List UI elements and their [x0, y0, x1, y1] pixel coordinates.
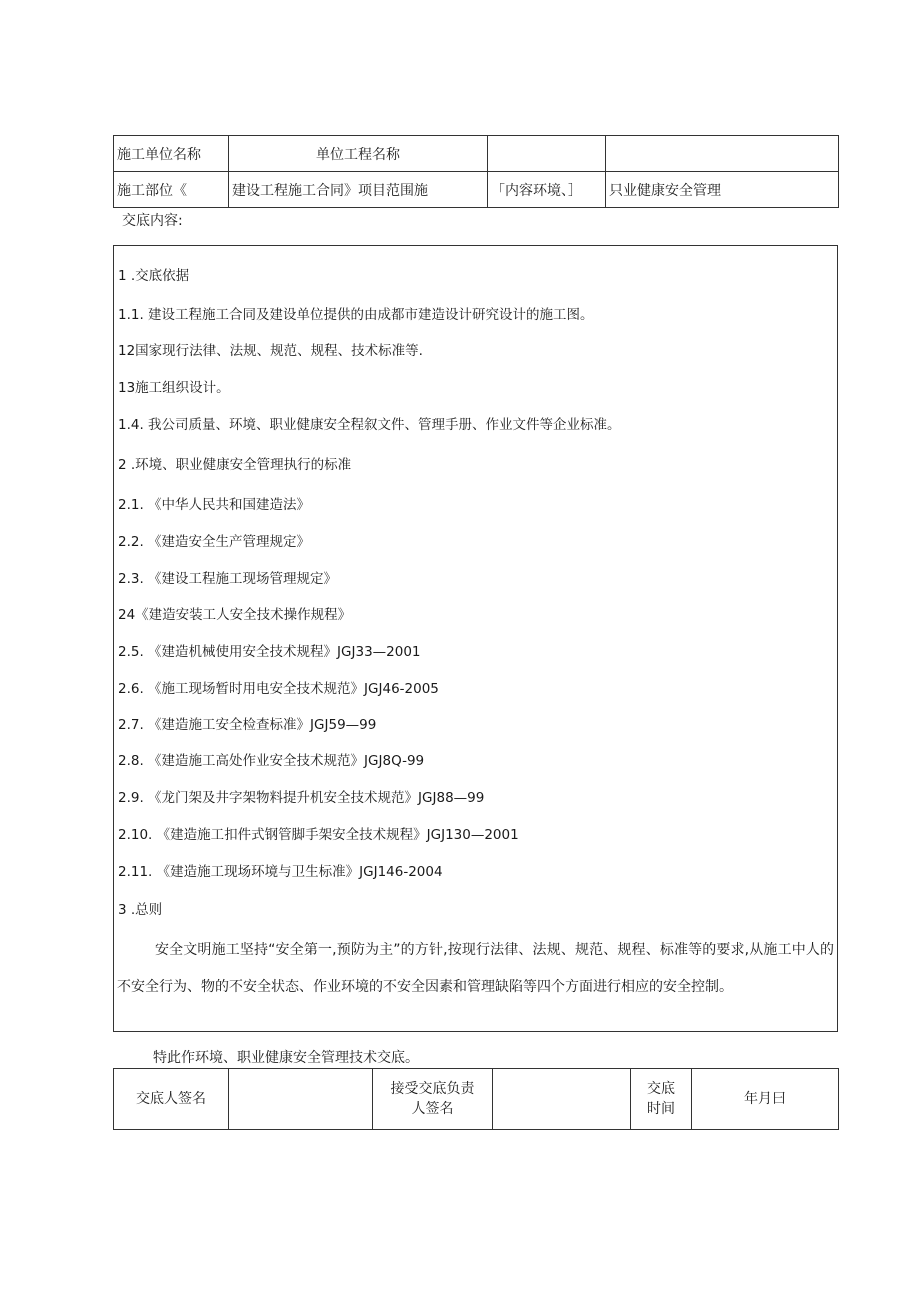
unit-name-label: 施工单位名称	[114, 136, 229, 172]
item-2-9: 2.9. 《龙门架及井字架物料提升机安全技术规范》JGJ88—99	[118, 790, 485, 806]
item-1-4: 1.4. 我公司质量、环境、职业健康安全程叙文件、管理手册、作业文件等企业标准。	[118, 417, 621, 433]
item-2-8: 2.8. 《建造施工高处作业安全技术规范》JGJ8Q-99	[118, 753, 425, 769]
item-2: 2 .环境、职业健康安全管理执行的标准	[118, 457, 352, 473]
item-2-4: 24《建造安装工人安全技术操作规程》	[118, 607, 352, 623]
item-2-6: 2.6. 《施工现场暂时用电安全技术规范》JGJ46-2005	[118, 681, 439, 697]
item-2-2: 2.2. 《建造安全生产管理规定》	[118, 534, 311, 550]
item-2-10: 2.10. 《建造施工扣件式钢管脚手架安全技术规程》JGJ130—2001	[118, 827, 519, 843]
date-field[interactable]: 年月曰	[692, 1069, 839, 1130]
content-env-label: 「内容环境、］	[488, 172, 606, 208]
receiver-signature-field[interactable]	[493, 1069, 631, 1130]
position-value: 建设工程施工合同》项目范围施	[229, 172, 488, 208]
header-table	[113, 135, 839, 208]
item-3: 3 .总则	[118, 902, 163, 918]
signature-table	[113, 1068, 839, 1130]
signature-row	[114, 1069, 839, 1130]
content-env-value: 只业健康安全管理	[606, 172, 839, 208]
project-name-value	[606, 136, 839, 172]
item-1-3: 13施工组织设计。	[118, 380, 230, 396]
item-2-1: 2.1. 《中华人民共和国建造法》	[118, 497, 311, 513]
time-label: 交底时间	[631, 1069, 692, 1130]
closing-statement: 特此作环境、职业健康安全管理技术交底。	[153, 1050, 419, 1066]
discloser-label: 交底人签名	[114, 1069, 229, 1130]
discloser-signature-field[interactable]	[229, 1069, 373, 1130]
item-2-3: 2.3. 《建设工程施工现场管理规定》	[118, 571, 338, 587]
item-2-11: 2.11. 《建造施工现场环境与卫生标准》JGJ146-2004	[118, 864, 443, 880]
header-row-2	[114, 172, 839, 208]
item-1-1: 1.1. 建设工程施工合同及建设单位提供的由成都市建造设计研究设计的施工图。	[118, 307, 594, 323]
header-row-1	[114, 136, 839, 172]
item-2-7: 2.7. 《建造施工安全检查标准》JGJ59—99	[118, 717, 377, 733]
general-principle-paragraph: 安全文明施工坚持“安全第一,预防为主”的方针,按现行法律、法规、规范、规程、标准等的要求,从施工中人的不安全行为、物的不安全状态、作业环境的不安全因素和管理缺陷等四个方面进行相应的安全控制。	[117, 942, 834, 995]
content-caption: 交底内容:	[122, 213, 183, 229]
item-1: 1 .交底依据	[118, 268, 190, 284]
project-name-label: 单位工程名称	[229, 136, 488, 172]
item-2-5: 2.5. 《建造机械使用安全技术规程》JGJ33—2001	[118, 644, 421, 660]
unit-name-value	[488, 136, 606, 172]
receiver-label: 接受交底负责人签名	[373, 1069, 493, 1130]
position-label: 施工部位《	[114, 172, 229, 208]
item-1-2: 12国家现行法律、法规、规范、规程、技术标准等.	[118, 343, 423, 359]
content-box	[113, 245, 838, 1032]
